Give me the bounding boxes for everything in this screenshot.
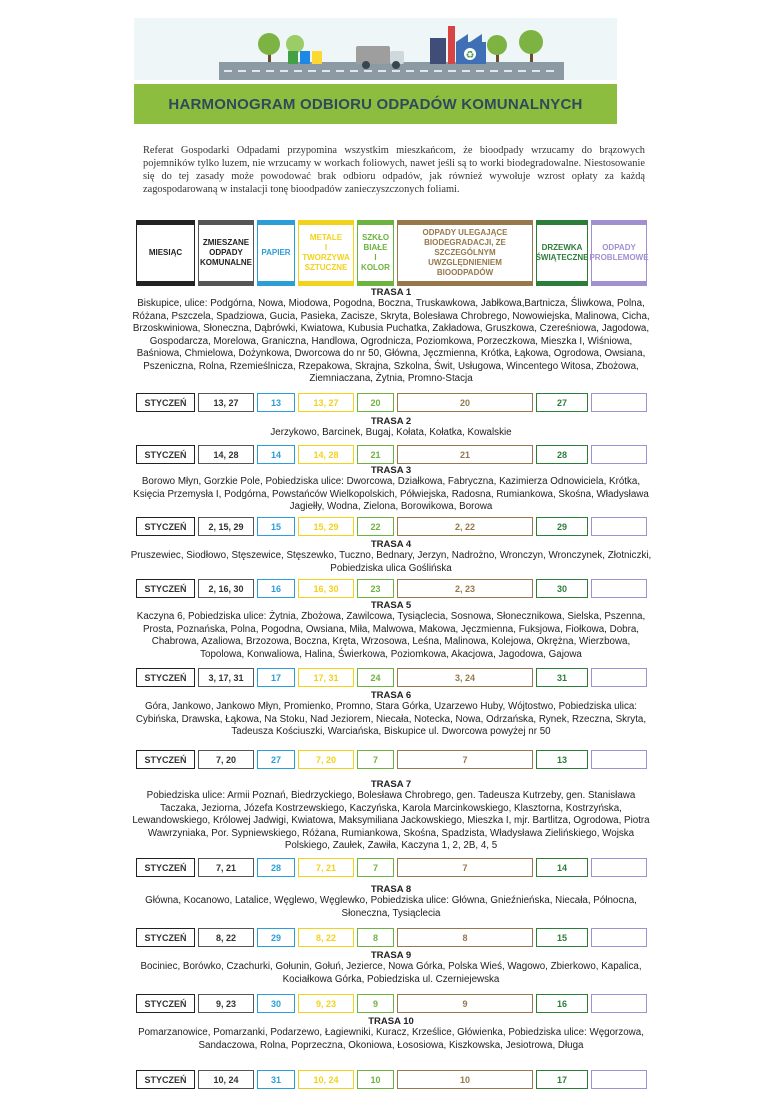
schedule-row <box>136 750 650 769</box>
cell-metal: 8, 22 <box>298 928 354 947</box>
cell-mixed: 9, 23 <box>198 994 254 1013</box>
cell-month: STYCZEŃ <box>136 668 195 687</box>
cell-mixed: 7, 21 <box>198 858 254 877</box>
intro-paragraph: Referat Gospodarki Odpadami przypomina wszystkim mieszkańcom, że bioodpady wrzucamy do brązowych pojemników tylko luzem, nie wrzucamy w workach foliowych, nawet jeśli są to worki biodegradowalne. Niestosowanie się do tej zasady może powodować brak odbioru odpadów, jak również wywołuje wzrost opłaty za każdą zagospodarowaną w instalacji tonę bioodpadów zanieczyszczonych foliami. <box>143 145 645 195</box>
cell-bio: 2, 23 <box>397 579 533 598</box>
route-block <box>130 416 652 440</box>
cell-bio: 20 <box>397 393 533 412</box>
cell-trees: 27 <box>536 393 588 412</box>
cell-problem <box>591 579 647 598</box>
cell-glass: 23 <box>357 579 394 598</box>
cell-mixed: 3, 17, 31 <box>198 668 254 687</box>
route-streets: Pobiedziska ulice: Armii Poznań, Biedrzyckiego, Bolesława Chrobrego, gen. Tadeusza Kutrzeby, gen. Stanisława Taczaka, Jeziorna, Józefa Kostrzewskiego, Kaczyńska, Karola Marcinkowskiego, Klasztorna, Kostrzyńska, Lewandowskiego, Królowej Jadwigi, Kwiatowa, Maksymiliana Jackowskiego, Mieszka I, mjr. Bartlitza, Ogrodowa, Piotra Wawrzyniaka, Por. Sypniewskiego, Różana, Rumiankowa, Skośna, Spadzista, Władysława Zielińskiego, Wojska Polskiego, Zaułek, Zawiła, Kaczyna 1, 2, 2B, 4, 5 <box>132 790 650 851</box>
cell-month: STYCZEŃ <box>136 928 195 947</box>
cell-glass: 7 <box>357 858 394 877</box>
cell-metal: 15, 29 <box>298 517 354 536</box>
schedule-header <box>136 220 650 286</box>
cell-paper: 30 <box>257 994 295 1013</box>
cell-trees: 15 <box>536 928 588 947</box>
cell-paper: 29 <box>257 928 295 947</box>
cell-metal: 14, 28 <box>298 445 354 464</box>
cell-mixed: 2, 15, 29 <box>198 517 254 536</box>
cell-trees: 16 <box>536 994 588 1013</box>
cell-glass: 24 <box>357 668 394 687</box>
route-block <box>130 690 652 739</box>
cell-month: STYCZEŃ <box>136 994 195 1013</box>
header-metal: METALE I TWORZYWA SZTUCZNE <box>298 220 354 286</box>
schedule-row <box>136 928 650 947</box>
cell-metal: 13, 27 <box>298 393 354 412</box>
cell-bio: 21 <box>397 445 533 464</box>
cell-mixed: 7, 20 <box>198 750 254 769</box>
route-title: TRASA 10 <box>368 1016 414 1027</box>
route-block <box>130 600 652 661</box>
schedule-row <box>136 994 650 1013</box>
page-title: HARMONOGRAM ODBIORU ODPADÓW KOMUNALNYCH <box>168 95 583 113</box>
route-streets: Bociniec, Borówko, Czachurki, Gołunin, Gołuń, Jezierce, Nowa Górka, Polska Wieś, Wagowo, Zbierkowo, Kapalica, Kociałkowa Górka, Pobiedziska ul. Czerniejewska <box>140 961 642 985</box>
route-block <box>130 539 652 575</box>
cell-metal: 10, 24 <box>298 1070 354 1089</box>
cell-glass: 22 <box>357 517 394 536</box>
cell-metal: 17, 31 <box>298 668 354 687</box>
cell-glass: 7 <box>357 750 394 769</box>
cell-month: STYCZEŃ <box>136 393 195 412</box>
route-streets: Kaczyna 6, Pobiedziska ulice: Żytnia, Zbożowa, Zawilcowa, Tysiąclecia, Sosnowa, Słonecznikowa, Sielska, Pszenna, Prosta, Poznańska, Polna, Pogodna, Owsiana, Miła, Malwowa, Makowa, Jęczmienna, Fuksjowa, Fiołkowa, Dobra, Chabrowa, Azaliowa, Brzozowa, Boczna, Kręta, Wrzosowa, Leśna, Malinowa, Kolejowa, Okrężna, Wierzbowa, Topolowa, Konwaliowa, Halina, Świerkowa, Poziomkowa, Akacjowa, Jagodowa, Gajowa <box>136 611 646 660</box>
cell-bio: 7 <box>397 858 533 877</box>
schedule-row <box>136 858 650 877</box>
cell-metal: 7, 21 <box>298 858 354 877</box>
cell-mixed: 13, 27 <box>198 393 254 412</box>
cell-trees: 29 <box>536 517 588 536</box>
svg-text:♻: ♻ <box>465 50 475 61</box>
header-bio: ODPADY ULEGAJĄCE BIODEGRADACJI, ZE SZCZEGÓLNYM UWZGLĘDNIENIEM BIOODPADÓW <box>397 220 533 286</box>
route-title: TRASA 1 <box>370 287 412 298</box>
route-title: TRASA 6 <box>370 690 412 701</box>
cell-bio: 3, 24 <box>397 668 533 687</box>
cell-month: STYCZEŃ <box>136 750 195 769</box>
cell-paper: 28 <box>257 858 295 877</box>
route-block <box>130 287 652 386</box>
cell-problem <box>591 928 647 947</box>
cell-trees: 14 <box>536 858 588 877</box>
cell-trees: 28 <box>536 445 588 464</box>
cell-problem <box>591 445 647 464</box>
route-streets: Główna, Kocanowo, Latalice, Węglewo, Węglewko, Pobiedziska ulice: Główna, Gnieźnieńska, Niecała, Północna, Słoneczna, Tysiąclecia <box>145 895 637 919</box>
cell-problem <box>591 750 647 769</box>
cell-glass: 20 <box>357 393 394 412</box>
cell-paper: 13 <box>257 393 295 412</box>
cell-metal: 9, 23 <box>298 994 354 1013</box>
route-title: TRASA 2 <box>370 416 412 427</box>
cell-paper: 15 <box>257 517 295 536</box>
cell-problem <box>591 393 647 412</box>
cell-bio: 8 <box>397 928 533 947</box>
route-streets: Biskupice, ulice: Podgórna, Nowa, Miodowa, Pogodna, Boczna, Truskawkowa, Jabłkowa,Bartnicza, Śliwkowa, Polna, Różana, Pszczela, Spadziowa, Gucia, Pasieka, Zacisze, Skryta, Bolesława Chrobrego, Nowowiejska, Malinowa, Cicha, Brzoskwiniowa, Słoneczna, Dąbrówki, Kwiatowa, Kubusia Puchatka, Zakładowa, Gruszkowa, Czereśniowa, Jagodowa, Gospodarcza, Morelowa, Graniczna, Handlowa, Ogrodnicza, Poziomkowa, Porzeczkowa, Mieszka I, Wiśniowa, Baśniowa, Chmielowa, Dożynkowa, Dworcowa do nr 50, Główna, Jęczmienna, Krótka, Łąkowa, Ogrodowa, Owsiana, Pszeniczna, Rolna, Rzemieślnicza, Rzepakowa, Skrajna, Szkolna, Świt, Usługowa, Wincentego Witosa, Zbożowa, Ziemniaczana, Żytnia, Promno-Stacja <box>132 298 650 384</box>
cell-bio: 7 <box>397 750 533 769</box>
schedule-row <box>136 668 650 687</box>
cell-trees: 17 <box>536 1070 588 1089</box>
cell-glass: 9 <box>357 994 394 1013</box>
route-title: TRASA 5 <box>370 600 412 611</box>
route-streets: Pomarzanowice, Pomarzanki, Podarzewo, Łagiewniki, Kuracz, Krześlice, Główienka, Pobiedziska ulice: Węgorzowa, Sandaczowa, Rolna, Poprzeczna, Okoniowa, Łososiowa, Kiszkowska, Jesiotrowa, Długa <box>138 1027 644 1051</box>
route-block <box>130 950 652 986</box>
cell-bio: 10 <box>397 1070 533 1089</box>
cell-paper: 14 <box>257 445 295 464</box>
route-block <box>130 884 652 920</box>
cell-bio: 9 <box>397 994 533 1013</box>
cell-mixed: 14, 28 <box>198 445 254 464</box>
cell-month: STYCZEŃ <box>136 858 195 877</box>
route-title: TRASA 9 <box>370 950 412 961</box>
header-month: MIESIĄC <box>136 220 195 286</box>
cell-problem <box>591 668 647 687</box>
waste-bins-icon <box>288 51 322 64</box>
schedule-row <box>136 579 650 598</box>
title-bar <box>134 84 617 124</box>
route-streets: Borowo Młyn, Gorzkie Pole, Pobiedziska ulice: Dworcowa, Działkowa, Fabryczna, Kazimierza Odnowiciela, Krótka, Księcia Przemysła I, Podgórna, Powstańców Wielkopolskich, Półwiejska, Radosna, Rumiankowa, Skośna, Władysława Jagiełły, Wodna, Zielona, Borowikowa, Borowa <box>133 476 649 512</box>
route-title: TRASA 4 <box>370 539 412 550</box>
route-title: TRASA 8 <box>370 884 412 895</box>
header-glass: SZKŁO BIAŁE I KOLOR <box>357 220 394 286</box>
cell-paper: 16 <box>257 579 295 598</box>
cell-mixed: 8, 22 <box>198 928 254 947</box>
cell-paper: 31 <box>257 1070 295 1089</box>
route-title: TRASA 3 <box>370 465 412 476</box>
route-block <box>130 779 652 853</box>
cell-problem <box>591 517 647 536</box>
cell-problem <box>591 858 647 877</box>
cell-problem <box>591 1070 647 1089</box>
cell-trees: 30 <box>536 579 588 598</box>
cell-month: STYCZEŃ <box>136 1070 195 1089</box>
cell-mixed: 10, 24 <box>198 1070 254 1089</box>
route-block <box>130 1016 652 1052</box>
banner-illustration <box>134 18 617 80</box>
cell-month: STYCZEŃ <box>136 579 195 598</box>
schedule-row <box>136 1070 650 1089</box>
cell-month: STYCZEŃ <box>136 517 195 536</box>
route-title: TRASA 7 <box>370 779 412 790</box>
cell-mixed: 2, 16, 30 <box>198 579 254 598</box>
header-mixed: ZMIESZANE ODPADY KOMUNALNE <box>198 220 254 286</box>
route-streets: Pruszewiec, Siodłowo, Stęszewice, Stęszewko, Tuczno, Bednary, Jerzyn, Nadrożno, Wronczyn, Wronczynek, Złotniczki, Pobiedziska ulica Goślińska <box>130 550 652 574</box>
schedule-row <box>136 517 650 536</box>
schedule-row <box>136 445 650 464</box>
cell-glass: 10 <box>357 1070 394 1089</box>
cell-trees: 13 <box>536 750 588 769</box>
cell-glass: 21 <box>357 445 394 464</box>
cell-paper: 27 <box>257 750 295 769</box>
cell-metal: 7, 20 <box>298 750 354 769</box>
cell-month: STYCZEŃ <box>136 445 195 464</box>
header-trees: DRZEWKA ŚWIĄTECZNE <box>536 220 588 286</box>
cell-trees: 31 <box>536 668 588 687</box>
header-problem: ODPADY PROBLEMOWE <box>591 220 647 286</box>
cell-bio: 2, 22 <box>397 517 533 536</box>
cell-problem <box>591 994 647 1013</box>
route-block <box>130 465 652 514</box>
cell-metal: 16, 30 <box>298 579 354 598</box>
cell-glass: 8 <box>357 928 394 947</box>
recycle-icon <box>464 48 476 61</box>
route-streets: Góra, Jankowo, Jankowo Młyn, Promienko, Promno, Stara Górka, Uzarzewo Huby, Wójtostwo, Pobiedziska ulica: Cybińska, Drawska, Łąkowa, Na Stoku, Nad Jeziorem, Niecała, Notecka, Nowa, Odrzańska, Rynek, Rzeczna, Skryta, Tadeusza Kościuszki, Warciańska, Biskupice ul. Dworcowa powyżej nr 50 <box>135 701 647 737</box>
schedule-row <box>136 393 650 412</box>
header-paper: PAPIER <box>257 220 295 286</box>
cell-paper: 17 <box>257 668 295 687</box>
route-streets: Jerzykowo, Barcinek, Bugaj, Kołata, Kołatka, Kowalskie <box>270 427 512 438</box>
